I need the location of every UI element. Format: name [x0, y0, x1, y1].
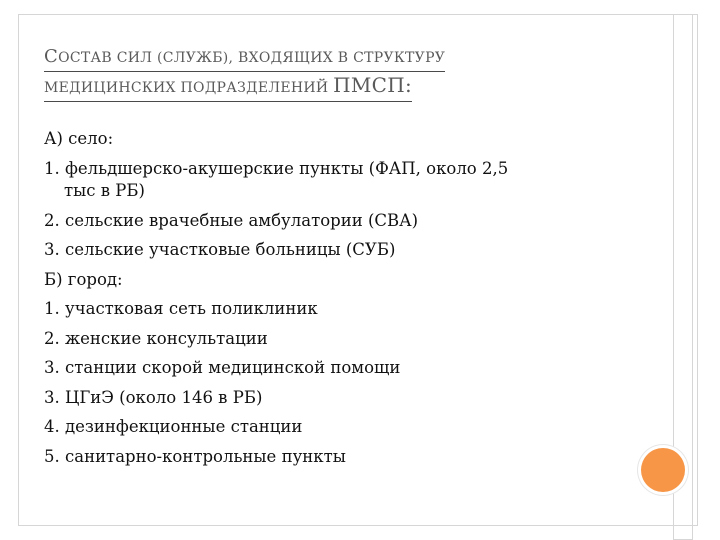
title-line-2-text: МЕДИЦИНСКИХ ПОДРАЗДЕЛЕНИЙ	[44, 80, 334, 96]
list-item: А) село:	[44, 129, 114, 148]
list-item: 5. санитарно-контрольные пункты	[44, 446, 346, 466]
list-item: 3. сельские участковые больницы (СУБ)	[44, 240, 396, 259]
title-line-1	[44, 44, 445, 72]
list-item: 1. участковая сеть поликлиник	[44, 299, 318, 318]
title-colon: :	[405, 73, 413, 97]
list-item: Б) город:	[44, 269, 123, 289]
list-item-continuation: тыс в РБ)	[64, 181, 145, 200]
list-item: 3. станции скорой медицинской помощи	[44, 358, 401, 377]
list-item: 3. ЦГиЭ (около 146 в РБ)	[44, 387, 263, 407]
title-line-2	[44, 72, 412, 102]
content-list	[44, 124, 644, 471]
list-item: 2. сельские врачебные амбулатории (СВА)	[44, 210, 419, 230]
list-item: 2. женские консультации	[44, 328, 268, 348]
title-line-1-text: ОСТАВ СИЛ (СЛУЖБ), ВХОДЯЩИХ В СТРУКТУРУ	[58, 50, 446, 66]
list-item: 4. дезинфекционные станции	[44, 417, 303, 436]
list-item: 1. фельдшерско-акушерские пункты (ФАП, около 2,5	[44, 158, 509, 178]
accent-circle	[641, 448, 685, 492]
title-abbreviation: ПМСП	[333, 73, 406, 97]
slide-title	[44, 44, 604, 102]
title-initial: С	[44, 46, 59, 67]
